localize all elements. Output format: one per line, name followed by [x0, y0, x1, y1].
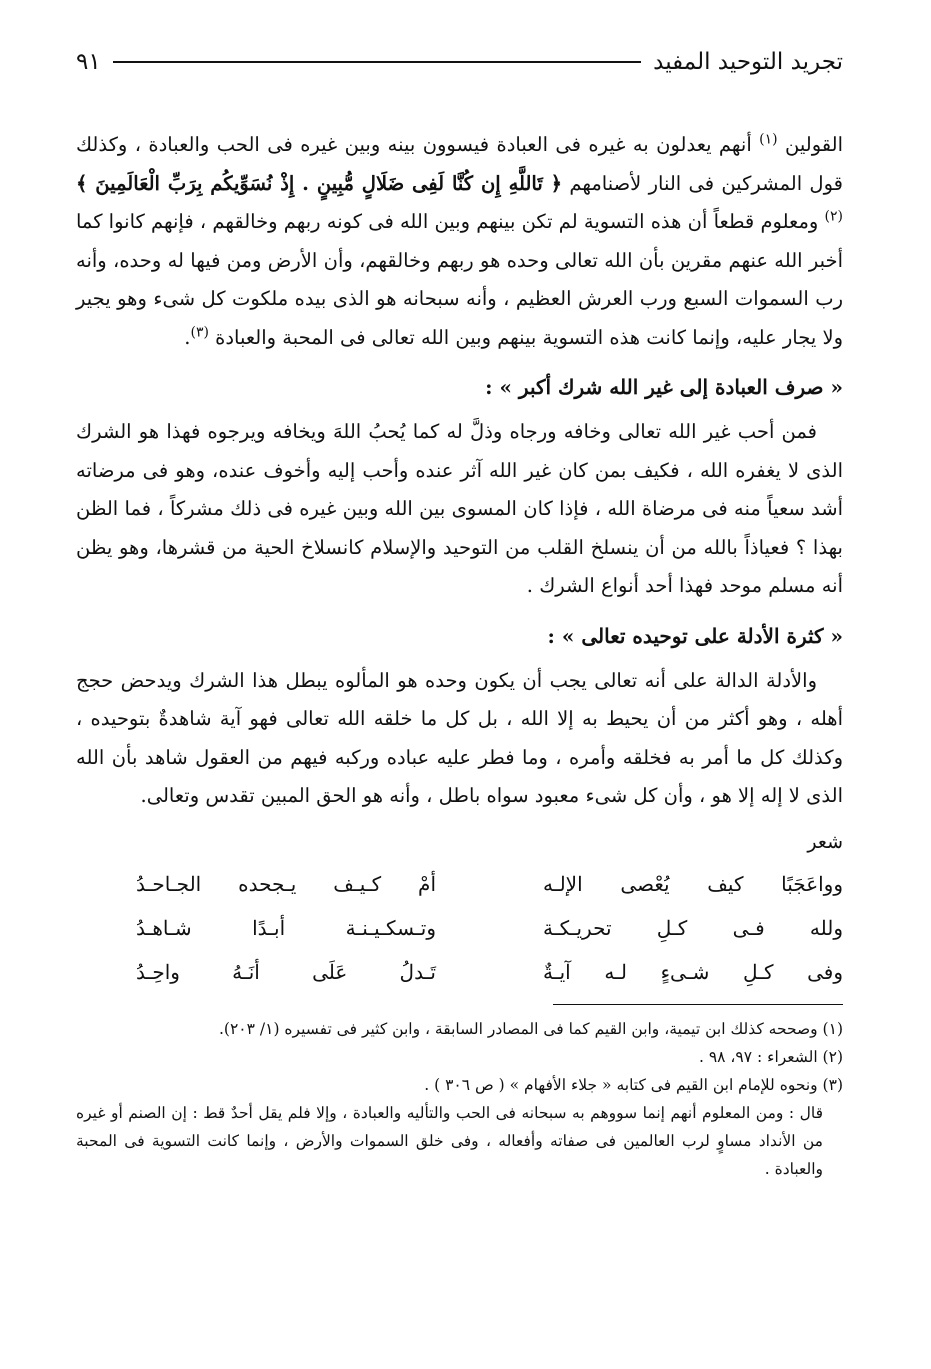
book-title: تجريد التوحيد المفيد	[653, 49, 843, 75]
paragraph-1-part-4: .	[184, 325, 191, 349]
footnote-3-continuation: قال : ومن المعلوم أنهم إنما سووهم به سبحانه فى الحب والتأليه والعبادة ، وإلا فلم يقل أحدٌ قط : إن الصنم أو غيره من الأنداد مساوٍ لرب العالمين فى صفاته وأفعاله ، وفى خلق السموات والأرض ، وإنما كانت التسوية فى المحبة والعبادة .	[76, 1103, 823, 1178]
footnote-marker-1: (١)	[759, 131, 778, 148]
footnote-3: (٣) ونحوه للإمام ابن القيم فى كتابه « جلاء الأفهام » ( ص ٣٠٦ ) .	[424, 1075, 843, 1094]
poem-verse	[76, 906, 843, 950]
section-1-text: فمن أحب غير الله تعالى وخافه ورجاه وذلَّ له كما يُحبُ اللهَ ويخافه ويرجوه فهذا هو الشرك الذى لا يغفره الله ، فكيف بمن كان غير الله آثر عنده وأحب إليه وأخوف عنده، وهو فى مرضاته أشد سعياً منه فى مرضاة الله ، فإذا كان المسوى بين الله وبين غيره فى ذلك مشركاً ، فما الظن بهذا ؟ فعياذاً بالله من أن ينسلخ القلب من التوحيد والإسلام كانسلاخ الحية من قشرها، وهو يظن أنه مسلم موحد فهذا أحد أنواع الشرك .	[76, 420, 843, 597]
footnotes	[76, 1015, 843, 1183]
poem-first-hemistich: ولله فـى كـلِ تحريـكـة	[543, 915, 843, 940]
paragraph-1	[76, 126, 843, 357]
running-header	[76, 40, 843, 84]
footnote-marker-2: (٢)	[824, 208, 843, 225]
page-number: ٩١	[76, 49, 101, 75]
section-heading-2: « كثرة الأدلة على توحيده تعالى » :	[547, 623, 843, 648]
footnote-separator	[553, 1004, 843, 1005]
paragraph-1-part-1: القولين	[777, 133, 843, 156]
quran-verse: ﴿ تَاللَّهِ إِن كُنَّا لَفِى ضَلَالٍ مُّبِينٍ . إِذْ نُسَوِّيكُم بِرَبِّ الْعَالَمِينَ ﴾	[76, 171, 563, 195]
footnote-marker-3: (٣)	[190, 324, 209, 340]
footnote-2: (٢) الشعراء : ٩٧، ٩٨ .	[698, 1047, 843, 1066]
section-heading-1: « صرف العبادة إلى غير الله شرك أكبر » :	[485, 375, 843, 399]
poem-verse	[76, 950, 843, 994]
poem-second-hemistich: تَـدلُ عَلَى أنَـهُ واحِـدُ	[136, 959, 436, 984]
paragraph-1-part-3: ومعلوم قطعاً أن هذه التسوية لم تكن بينهم وبين الله فى كونه ربهم وخالقهم ، فإنهم كانوا كما أخبر الله عنهم مقرين بأن الله تعالى وحده هو ربهم وخالقهم، وأن الأرض ومن فيها له وحده، وأنه رب السموات السبع ورب العرش العظيم ، وأنه سبحانه هو الذى بيده ملكوت كل شىء وهو يجير ولا يجار عليه، وإنما كانت هذه التسوية بينهم وبين الله تعالى فى المحبة والعبادة	[75, 210, 843, 349]
poem-first-hemistich: وفى كـلِ شـىءٍ لـه آيـةٌ	[543, 959, 843, 984]
poem-verse	[76, 862, 843, 906]
poem-first-hemistich: وواعَجَبًا كيف يُعْصى الإلـه	[543, 871, 843, 896]
header-rule	[113, 61, 641, 63]
footnote-1: (١) وصححه كذلك ابن تيمية، وابن القيم كما فى المصادر السابقة ، وابن كثير فى تفسيره (١/ ٢٠٣).	[219, 1019, 843, 1038]
section-2-text: والأدلة الدالة على أنه تعالى يجب أن يكون وحده هو المألوه يبطل هذا الشرك ويدحض حجج أهله ، وهو أكثر من أن يحيط به إلا الله ، بل كل ما خلقه الله تعالى فهو آية شاهدةٌ بتوحيده ، وكذلك كل ما أمر به فخلقه وأمره ، وما فطر عليه عباده وركبه فيهم من العقول شاهد بأن الله الذى لا إله إلا هو ، وأن كل شىء معبود سواه باطل ، وأنه هو الحق المبين تقدس وتعالى.	[76, 668, 843, 807]
poem-second-hemistich: أمْ كـيـف يـجحده الجـاحـدُ	[136, 871, 436, 896]
poem-label: شعر	[807, 830, 843, 853]
poem-second-hemistich: وتـسكـيـنـة أبـدًا شـاهـدُ	[136, 915, 436, 940]
paragraph-1-part-2: أنهم يعدلون به غيره فى العبادة فيسوون بينه وبين غيره فى الحب والعبادة ، وكذلك قول المشركين فى النار لأصنامهم	[76, 133, 843, 195]
body-text	[76, 126, 843, 816]
poem	[76, 826, 843, 994]
